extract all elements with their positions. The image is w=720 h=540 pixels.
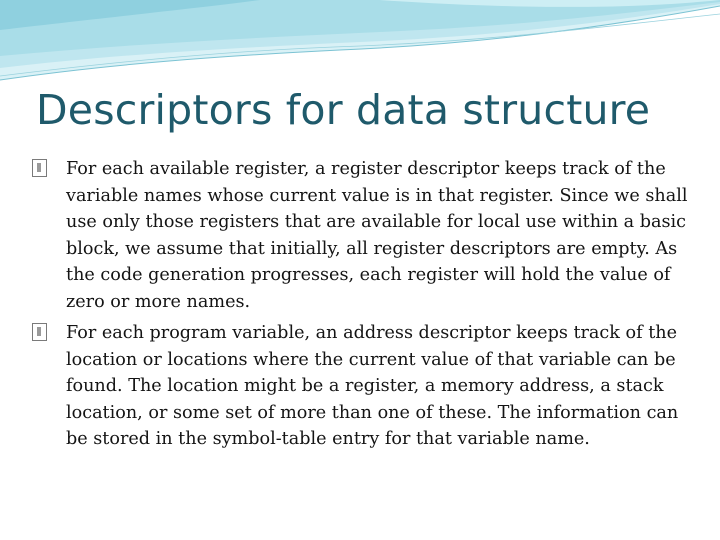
bullet-item [30,320,690,453]
replacement-box-icon [32,159,47,177]
replacement-box-icon [32,323,47,341]
bullet-list [30,156,690,458]
bullet-item [30,156,690,315]
slide-title: Descriptors for data structure [36,86,651,134]
bullet-text: For each program variable, an address descriptor keeps track of the location or locations where the current value of that variable can be found. The location might be a register, a memory address, a stack location, or some set of more than one of these. The information can be stored in the symbol-table entry for that variable name. [66,323,679,449]
header-wave-decoration [0,0,720,90]
bullet-text: For each available register, a register descriptor keeps track of the variable names whose current value is in that register. Since we shall use only those registers that are available for local use within a basic block, we assume that initially, all register descriptors are empty. As the code generation progresses, each register will hold the value of zero or more names. [66,159,688,312]
